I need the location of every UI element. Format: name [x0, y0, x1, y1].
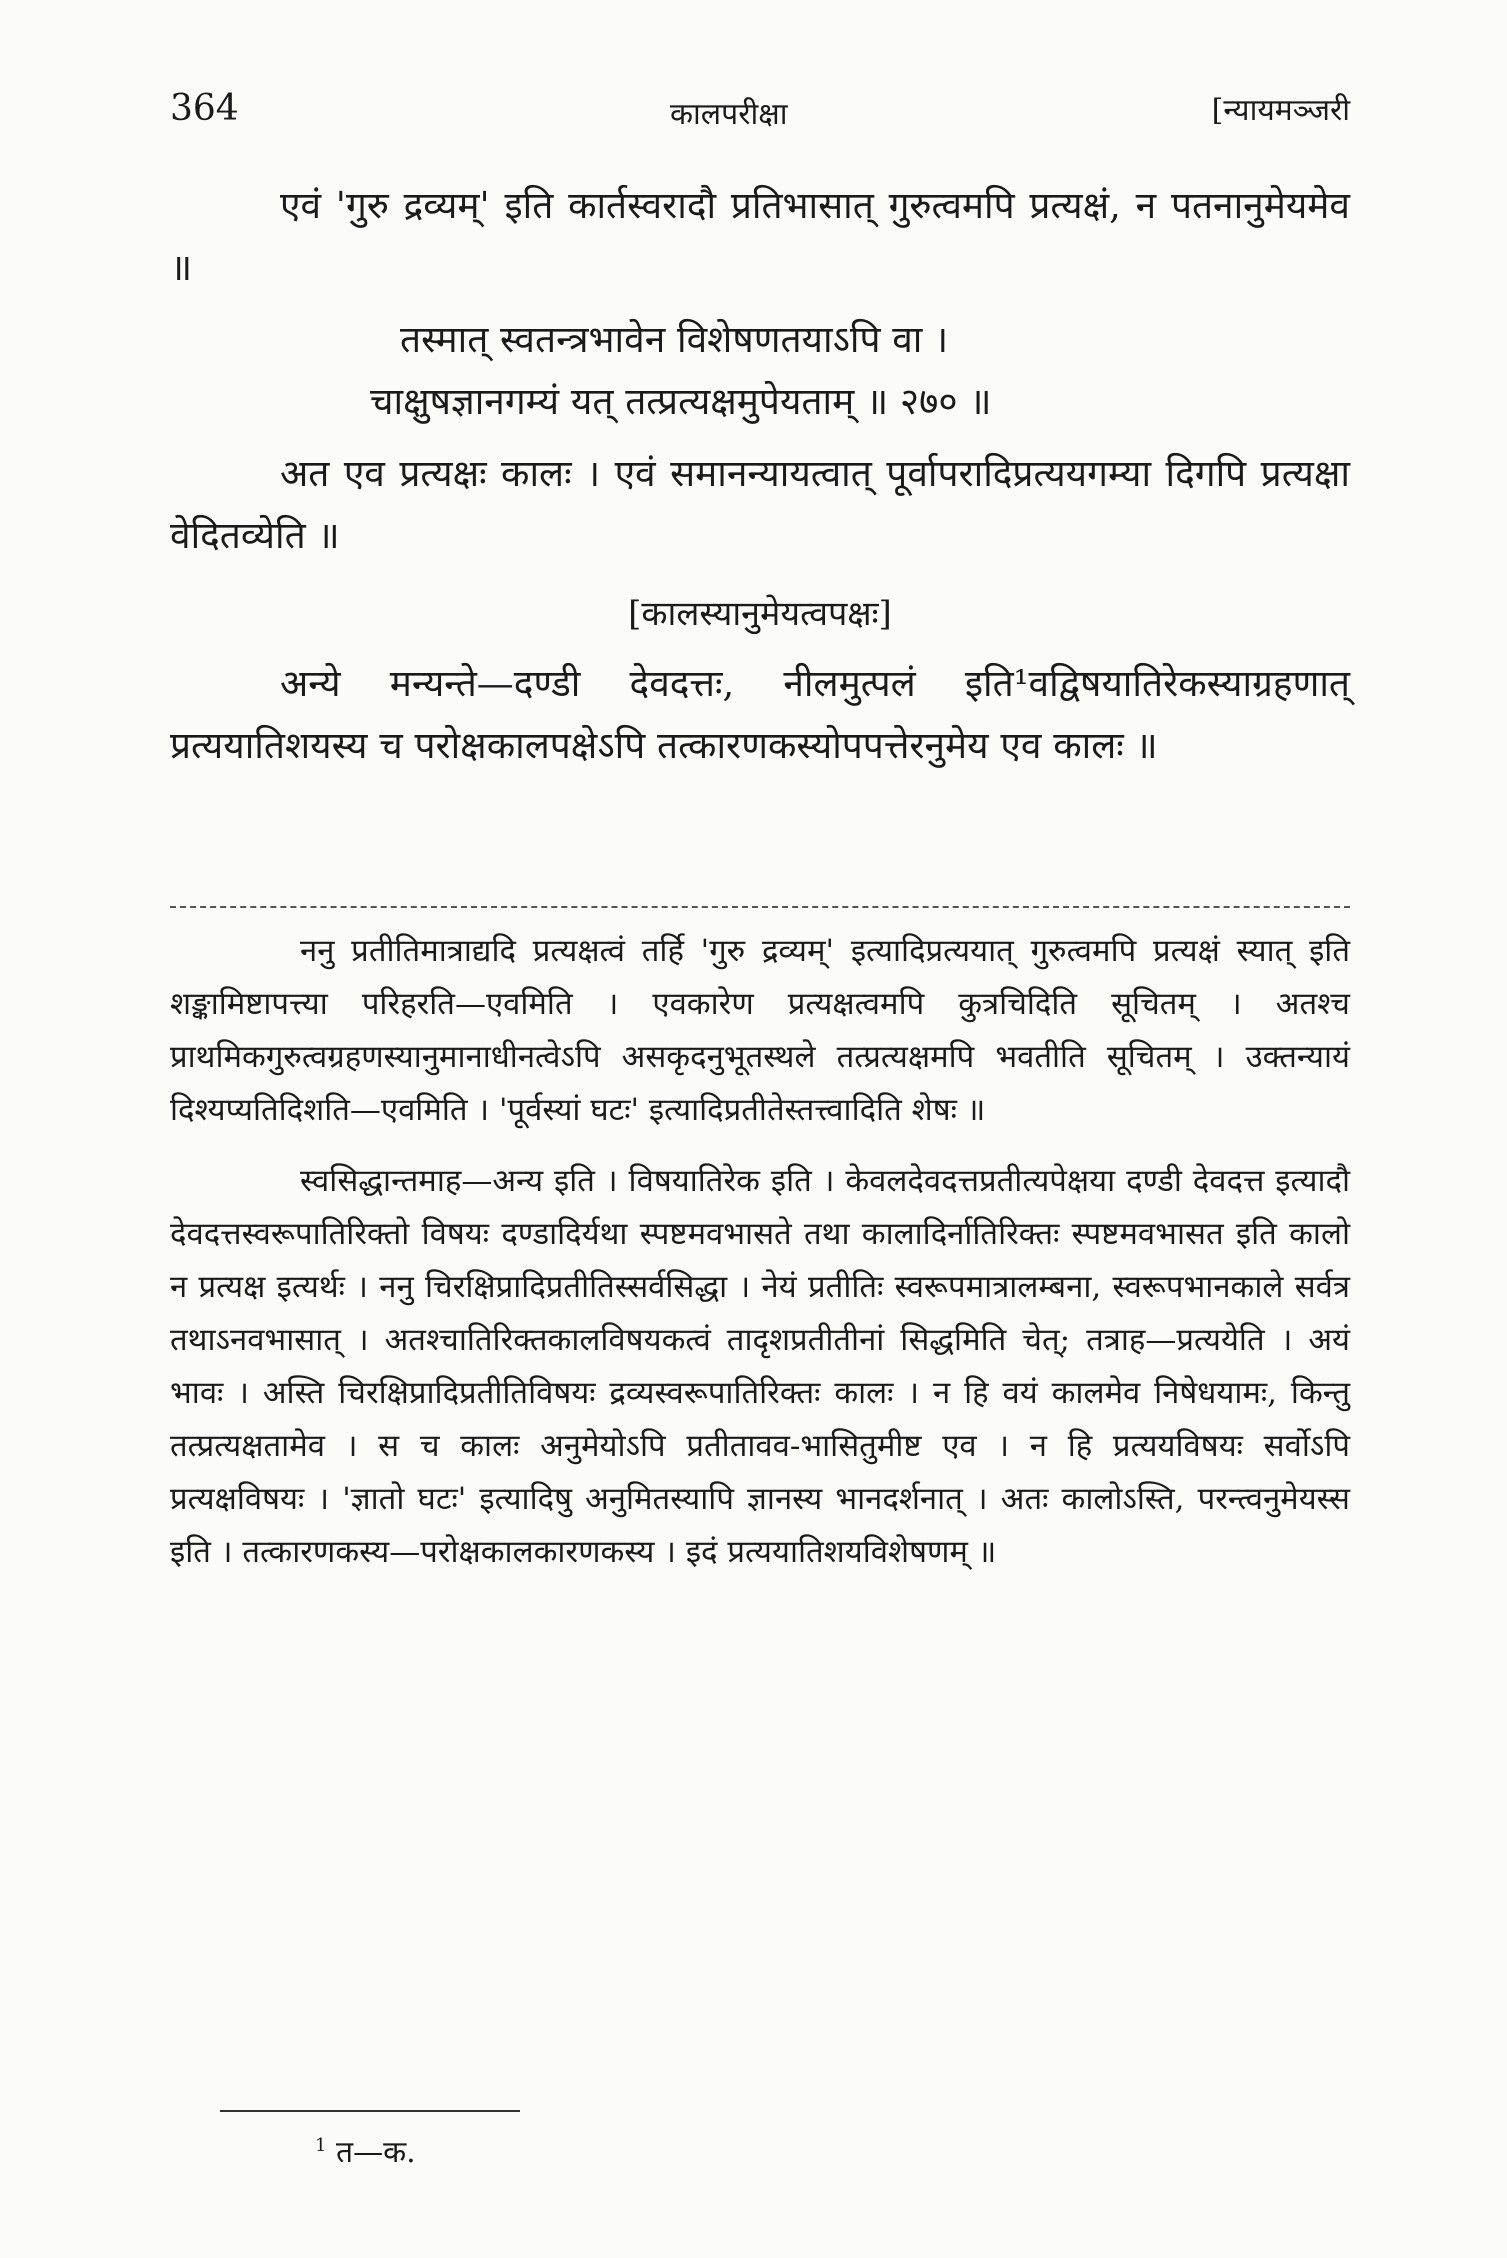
running-title: कालपरीक्षा: [670, 97, 788, 132]
footnote-marker: 1: [315, 2135, 327, 2156]
footnote-rule: [220, 2110, 520, 2112]
section-heading: [कालस्यानुमेयत्वपक्षः]: [628, 594, 892, 634]
verse: [170, 309, 1350, 433]
footnote: [315, 2130, 416, 2171]
verse-line-2: चाक्षुषज्ञानगम्यं यत् तत्प्रत्यक्षमुपेयताम् ॥ २७० ॥: [370, 380, 992, 423]
section-divider: [170, 906, 1350, 908]
main-paragraph-1: एवं 'गुरु द्रव्यम्' इति कार्तस्वरादौ प्रतिभासात् गुरुत्वमपि प्रत्यक्षं, न पतनानुमेयमेव ॥: [170, 184, 1350, 289]
footnote-text: त—क.: [336, 2135, 416, 2170]
verse-line-1: तस्मात् स्वतन्त्रभावेन विशेषणतयाऽपि वा ।: [400, 318, 949, 361]
commentary: [170, 925, 1350, 1579]
page-number: 364: [170, 88, 239, 129]
commentary-paragraph-1: ननु प्रतीतिमात्राद्यदि प्रत्यक्षत्वं तर्हि 'गुरु द्रव्यम्' इत्यादिप्रत्ययात् गुरुत्वमपि प्रत्यक्षं स्यात् इति शङ्कामिष्टापत्त्या परिहरति—एवमिति । एवकारेण प्रत्यक्षत्वमपि कुत्रचिदिति सूचितम् । अतश्च प्राथमिकगुरुत्वग्रहणस्यानुमानाधीनत्वेऽपि असकृदनुभूतस्थले तत्प्रत्यक्षमपि भवतीति सूचितम् । उक्तन्यायं दिश्यप्यतिदिशति—एवमिति । 'पूर्वस्यां घटः' इत्यादिप्रतीतेस्तत्त्वादिति शेषः ॥: [170, 933, 1350, 1128]
section-label: [न्यायमञ्जरी: [1211, 93, 1350, 128]
page-header: [170, 88, 1350, 148]
main-text: [170, 175, 1350, 777]
commentary-paragraph-2: स्वसिद्धान्तमाह—अन्य इति । विषयातिरेक इति । केवलदेवदत्तप्रतीत्यपेक्षया दण्डी देवदत्त इत्यादौ देवदत्तस्वरूपातिरिक्तो विषयः दण्डादिर्यथा स्पष्टमवभासते तथा कालादिर्नातिरिक्तः स्पष्टमवभासत इति कालो न प्रत्यक्ष इत्यर्थः । ननु चिरक्षिप्रादिप्रतीतिस्सर्वसिद्धा । नेयं प्रतीतिः स्वरूपमात्रालम्बना, स्वरूपभानकाले सर्वत्र तथाऽनवभासात् । अतश्चातिरिक्तकालविषयकत्वं तादृशप्रतीतीनां सिद्धमिति चेत्; तत्राह—प्रत्ययेति । अयं भावः । अस्ति चिरक्षिप्रादिप्रतीतिविषयः द्रव्यस्वरूपातिरिक्तः कालः । न हि वयं कालमेव निषेधयामः, किन्तु तत्प्रत्यक्षतामेव । स च कालः अनुमेयोऽपि प्रतीतावव-भासितुमीष्ट एव । न हि प्रत्ययविषयः सर्वोऽपि प्रत्यक्षविषयः । 'ज्ञातो घटः' इत्यादिषु अनुमितस्यापि ज्ञानस्य भानदर्शनात् । अतः कालोऽस्ति, परन्त्वनुमेयस्स इति । तत्कारणकस्य—परोक्षकालकारणकस्य । इदं प्रत्ययातिशयविशेषणम् ॥: [170, 1163, 1350, 1570]
main-paragraph-2: अत एव प्रत्यक्षः कालः । एवं समानन्यायत्वात् पूर्वापरादिप्रत्ययगम्या दिगपि प्रत्यक्षा वेदितव्येति ॥: [170, 452, 1350, 557]
main-paragraph-3: अन्ये मन्यन्ते—दण्डी देवदत्तः, नीलमुत्पलं इति¹वद्विषयातिरेकस्याग्रहणात् प्रत्ययातिशयस्य च परोक्षकालपक्षेऽपि तत्कारणकस्योपपत्तेरनुमेय एव कालः ॥: [170, 662, 1350, 767]
